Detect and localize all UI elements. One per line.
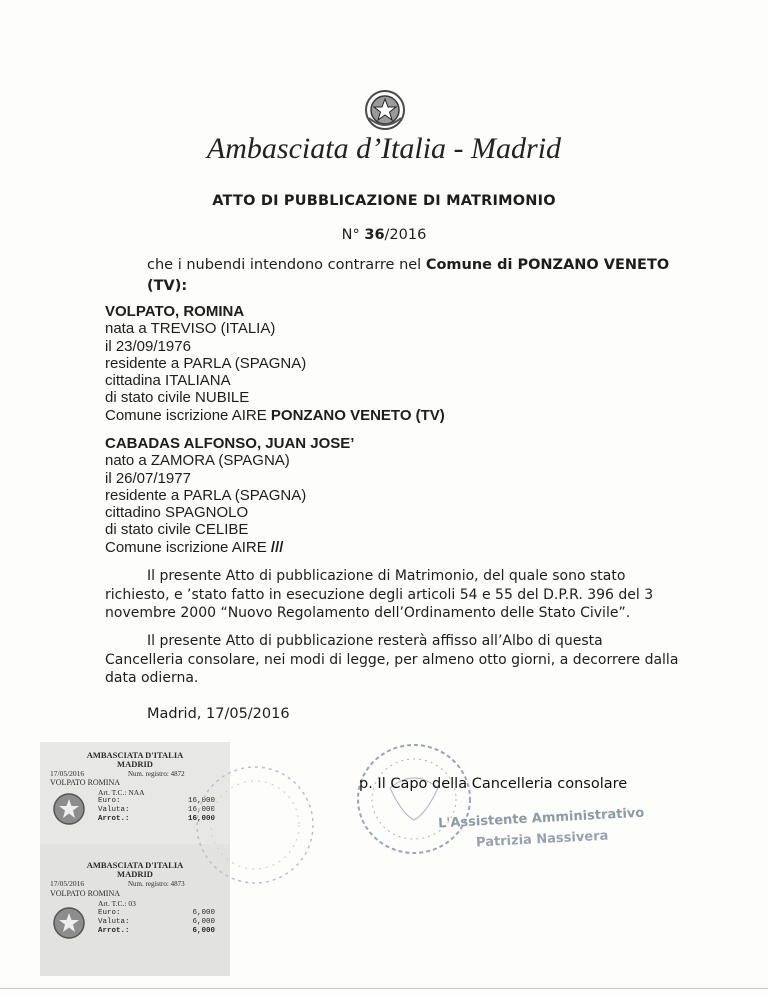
stamp-valuta-label: Valuta: (98, 918, 130, 926)
place-and-date: Madrid, 17/05/2016 (147, 706, 290, 722)
stamp-euro-label: Euro: (98, 797, 121, 805)
spouse-citizenship: cittadina ITALIANA (105, 372, 231, 390)
stamp-registry: Num. registro: 4873 (128, 880, 185, 888)
stamp-euro-value: 6,000 (192, 909, 215, 917)
stamp-article: Art. T.C.: 03 (98, 899, 136, 908)
embassy-title: Ambasciata d’Italia - Madrid (206, 132, 562, 165)
stamp-emblem-icon (52, 906, 86, 940)
signatory-title: p. Il Capo della Cancelleria consolare (359, 776, 628, 792)
spouse-birthplace: nato a ZAMORA (SPAGNA) (105, 452, 290, 470)
stamp-date: 17/05/2016 (50, 879, 85, 888)
aire-value: PONZANO VENETO (TV) (270, 406, 445, 424)
intro-statement (147, 255, 677, 297)
spouse-aire (105, 407, 665, 424)
spouse-residence: residente a PARLA (SPAGNA) (105, 354, 307, 372)
aire-label: Comune iscrizione AIRE (105, 406, 271, 424)
stamp-emblem-icon (52, 792, 86, 826)
intro-comune: Comune di PONZANO VENETO (TV): (147, 257, 670, 294)
posting-paragraph-text: Il presente Atto di pubblicazione resterà affisso all’Albo di questa Cancelleria consolare, nei modi di legge, per almeno otto giorni, a decorrere dalla data odierna. (105, 633, 679, 686)
document-number (0, 227, 768, 243)
spouse-1-block (105, 303, 665, 424)
intro-text: che i nubendi intendono contrarre nel (147, 257, 426, 273)
stamp-title: AMBASCIATA D'ITALIA (86, 860, 184, 870)
stamp-arrot-label: Arrot.: (98, 927, 130, 935)
stamp-valuta-value: 16,000 (187, 806, 215, 814)
stamp-euro-value: 16,000 (187, 797, 215, 805)
stamp-valuta-value: 6,000 (192, 918, 215, 926)
document-title: ATTO DI PUBBLICAZIONE DI MATRIMONIO (212, 193, 556, 209)
signatory-role-stamp: L'Assistente Amministrativo (437, 805, 645, 832)
number-year: /2016 (384, 227, 427, 243)
number-value: 36 (364, 227, 385, 243)
stamp-city: MADRID (117, 869, 153, 879)
stamp-euro-label: Euro: (98, 909, 121, 917)
spouse-name: VOLPATO, ROMINA (105, 303, 245, 320)
stamp-arrot-value: 16,000 (187, 815, 215, 823)
spouse-aire (105, 539, 665, 556)
official-seal-icon (350, 738, 478, 860)
spouse-name: CABADAS ALFONSO, JUAN JOSE’ (105, 435, 355, 452)
stamp-name: VOLPATO ROMINA (50, 778, 121, 787)
stamp-article: Art. T.C.: NAA (98, 788, 145, 797)
stamp-name: VOLPATO ROMINA (50, 889, 121, 898)
embossed-seal-icon (190, 760, 320, 890)
spouse-birthplace: nata a TREVISO (ITALIA) (105, 320, 276, 338)
stamp-arrot-value: 6,000 (192, 927, 215, 935)
stamp-date: 17/05/2016 (50, 769, 85, 778)
stamp-arrot-label: Arrot.: (98, 815, 130, 823)
spouse-residence: residente a PARLA (SPAGNA) (105, 486, 307, 504)
stamp-valuta-label: Valuta: (98, 806, 130, 814)
stamp-title: AMBASCIATA D'ITALIA (86, 750, 184, 760)
aire-label: Comune iscrizione AIRE (105, 538, 271, 556)
legal-paragraph-text: Il presente Atto di pubblicazione di Matrimonio, del quale sono stato richiesto, e ’stato fatto in esecuzione degli articoli 54 e 55 del D.P.R. 396 del 3 novembre 2000 “Nuovo Regolamento dell’Ordinamento delle Stato Civile”. (105, 568, 654, 621)
stamp-registry: Num. registro: 4872 (128, 770, 185, 778)
italian-republic-emblem-icon (363, 88, 407, 132)
spouse-citizenship: cittadino SPAGNOLO (105, 504, 249, 522)
signatory-name-stamp: Patrizia Nassivera (475, 828, 609, 851)
spouse-civil-status: di stato civile NUBILE (105, 389, 250, 407)
stamp-city: MADRID (117, 759, 153, 769)
spouse-birthdate: il 23/09/1976 (105, 337, 191, 355)
spouse-civil-status: di stato civile CELIBE (105, 521, 249, 539)
spouse-2-block (105, 435, 665, 556)
aire-value: /// (270, 538, 284, 556)
posting-paragraph (105, 632, 680, 688)
number-prefix: N° (341, 227, 365, 243)
legal-paragraph (105, 567, 680, 623)
spouse-birthdate: il 26/07/1977 (105, 469, 191, 487)
page-bottom-edge (0, 988, 768, 989)
